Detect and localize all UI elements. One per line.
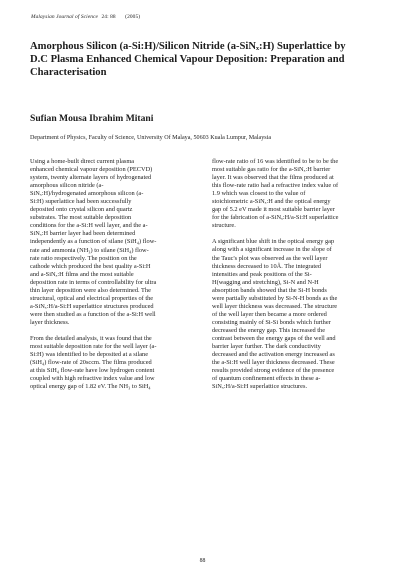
title-line: Characterisation bbox=[30, 67, 107, 78]
text-line: along with a significant increase in the slope of bbox=[212, 246, 332, 254]
text-line: SiNₓ:H)/hydrogenated amorphous silicon (a- bbox=[30, 190, 144, 198]
text-line: structure. bbox=[212, 222, 236, 230]
text-line: flow-rate ratio of 16 was identified to be to be the bbox=[212, 158, 339, 165]
title-line: Amorphous Silicon (a-Si:H)/Silicon Nitride (a-SiNₓ:H) Superlattice by bbox=[30, 41, 346, 52]
text-line: absorption bands showed that the Si-H bonds bbox=[212, 286, 327, 294]
text-line: layer thickness. bbox=[30, 318, 70, 326]
text-line: rate and ammonia (NH₃) to silane (SiH₄) flow- bbox=[30, 246, 149, 254]
text-line: deposition rate in terms of controllability for ultra bbox=[30, 278, 157, 286]
text-line: system, twenty alternate layers of hydrogenated bbox=[30, 174, 152, 182]
running-header bbox=[31, 14, 371, 20]
text-line: gap of 5.2 eV made it most suitable barrier layer bbox=[212, 206, 335, 214]
text-line: Si:H) superlattice had been successfully bbox=[30, 198, 132, 206]
text-line: enhanced chemical vapour deposition (PECVD) bbox=[30, 166, 153, 174]
text-line: substrates. The most suitable deposition bbox=[30, 214, 132, 222]
page-number: 88 bbox=[199, 558, 206, 564]
volume-page: 24: 88 bbox=[101, 14, 116, 20]
text-line: results provided strong evidence of the presence bbox=[212, 367, 335, 375]
text-line: deposited onto crystal silicon and quartz bbox=[30, 206, 133, 214]
text-line: SiNₓ:H/a-Si:H superlattice structures. bbox=[212, 383, 308, 391]
text-line: thin layer deposition were also determined. The bbox=[30, 286, 151, 294]
text-line: were then studied as a function of the a-Si:H well bbox=[30, 310, 156, 318]
text-line: From the detailed analysis, it was found that the bbox=[30, 334, 152, 342]
text-line: cathode which produced the best quality a-Si:H bbox=[30, 262, 151, 270]
paper-title bbox=[30, 40, 380, 79]
text-line: conditions for the a-Si:H well layer, and the a- bbox=[30, 222, 148, 230]
text-line: structural, optical and electrical properties of the bbox=[30, 294, 154, 302]
text-line: A significant blue shift in the optical energy gap bbox=[212, 238, 335, 246]
text-line: Si:H) was identified to be deposited at a silane bbox=[30, 351, 149, 359]
text-line: decreased and the activation energy increased as bbox=[212, 351, 335, 359]
text-line: and a-SiNₓ:H films and the most suitable bbox=[30, 270, 134, 278]
text-line: coupled with high refractive index value and low bbox=[30, 375, 155, 383]
title-line: D.C Plasma Enhanced Chemical Vapour Deposition: Preparation and bbox=[30, 54, 345, 65]
text-line: decreased the energy gap. This increased the bbox=[212, 326, 326, 334]
abstract-paragraph bbox=[30, 335, 203, 391]
abstract-paragraph bbox=[212, 238, 382, 391]
text-line: consisting mainly of Si-Si bonds which further bbox=[212, 318, 331, 326]
text-line: this flow-rate ratio had a refractive index value of bbox=[212, 182, 339, 190]
text-line: were partially substituted by Si-N-H bonds as the bbox=[212, 294, 338, 302]
text-line: amorphous silicon nitride (a- bbox=[30, 182, 104, 190]
text-line: of the well layer then became a more ordered bbox=[212, 310, 327, 318]
abstract-paragraph bbox=[212, 158, 382, 230]
author-affiliation: Department of Physics, Faculty of Science, University Of Malaya, 50603 Kuala Lumpur, Malaysia bbox=[30, 135, 272, 141]
text-line: of quantum confinement effects in these a- bbox=[212, 375, 321, 383]
text-line: layer. It was observed that the films produced at bbox=[212, 174, 334, 182]
text-line: intensities and peak positions of the Si- bbox=[212, 270, 312, 278]
text-line: the Tauc's plot was observed as the well layer bbox=[212, 254, 328, 262]
text-line: Using a home-built direct current plasma bbox=[30, 158, 135, 165]
abstract-right-column bbox=[212, 158, 382, 391]
text-line: independently as a function of silane (SiH₄) flow- bbox=[30, 238, 157, 246]
text-line: a-SiNₓ:H/a-Si:H superlattice structures produced bbox=[30, 302, 154, 310]
text-line: rate ratio respectively. The position on the bbox=[30, 254, 137, 262]
text-line: stoichiometric a-SiNₓ:H and the optical energy bbox=[212, 198, 331, 206]
text-line: most suitable deposition rate for the well layer (a- bbox=[30, 343, 157, 351]
abstract-paragraph bbox=[30, 158, 203, 327]
journal-name: Malaysian Journal of Science bbox=[31, 14, 99, 20]
text-line: the a-Si:H well layer thickness decreased. These bbox=[212, 359, 335, 367]
text-line: optical energy gap of 1.82 eV. The NH₃ to SiH₄ bbox=[30, 383, 151, 391]
text-line: well layer thickness was decreased. The structure bbox=[212, 302, 338, 310]
text-line: thickness decreased to 10Å. The integrated bbox=[212, 262, 322, 270]
publication-year: (2005) bbox=[125, 14, 141, 20]
text-line: SiNₓ:H barrier layer had been determined bbox=[30, 230, 136, 238]
text-line: 1.9 which was closest to the value of bbox=[212, 190, 306, 198]
text-line: most suitable gas ratio for the a-SiNₓ:H barrier bbox=[212, 166, 331, 174]
text-line: contrast between the energy gaps of the well and bbox=[212, 334, 336, 342]
abstract-left-column bbox=[30, 158, 203, 391]
author-name: Sufian Mousa Ibrahim Mitani bbox=[30, 113, 154, 124]
text-line: for the fabrication of a-SiNₓ:H/a-Si:H superlattice bbox=[212, 214, 339, 222]
text-line: at this SiH₄ flow-rate have low hydrogen content bbox=[30, 367, 155, 375]
text-line: (SiH₄) flow-rate of 20sccm. The films produced bbox=[30, 359, 152, 367]
text-line: H(wagging and stretching), Si-N and N-H bbox=[212, 278, 319, 286]
text-line: barrier layer further. The dark conductivity bbox=[212, 343, 321, 351]
